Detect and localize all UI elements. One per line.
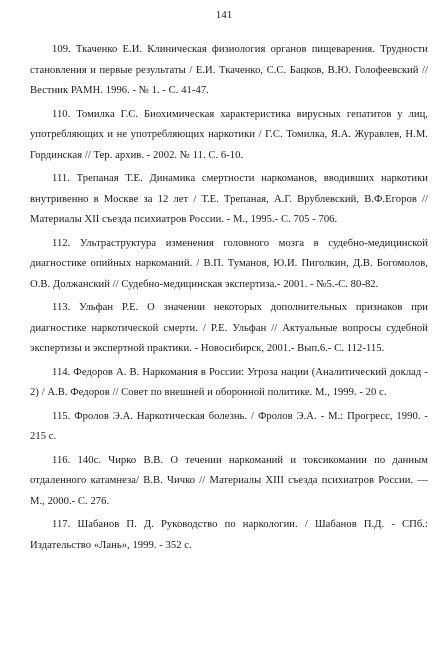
reference-item-112: 112. Ультраструктура изменения головного мозга в судебно-медицинской диагностике опийных наркоманий. / В.П. Туманов, Ю.И. Пиголкин, Д.В. Богомолов, О.В. Должанский // Судебно-медицинская экспертиза.- 2001. - №5.-С. 80-82. [30,237,428,290]
reference-item-114: 114. Федоров А. В. Наркомания в России: Угроза нации (Аналитический доклад - 2) / А.В. Федоров // Совет по внешней и оборонной политике. М., 1999. - 20 с. [30,366,428,398]
reference-item-111: 111. Трепаная Т.Е. Динамика смертности наркоманов, вводивших наркотики внутривенно в Москве за 12 лет / Т.Е. Трепаная, А.Г. Врублевский, В.Ф.Егоров // Материалы XII съезда психиатров России. - М., 1995.- С. 705 - 706. [30,173,428,225]
reference-item-110: 110. Томилка Г.С. Биохимическая характеристика вирусных гепатитов у лиц, употребляющих и не употребляющих наркотики / Г.С. Томилка, Я.А. Журавлев, Н.М. Гординская // Тер. архив. - 2002. № 11. С. 6-10. [30,108,428,161]
page-number: 141 [215,9,233,21]
reference-item-109: 109. Ткаченко Е.И. Клиническая физиология органов пищеварения. Трудности становления и первые результаты / Е.И. Ткаченко, С.С. Бацков, В.Ю. Голофеевский // Вестник РАМН. 1996. - № 1. - С. 41-47. [30,44,428,96]
reference-list [30,40,428,559]
reference-item-113: 113. Ульфан Р.Е. О значении некоторых дополнительных признаков при диагностике наркотической смерти. / Р.Е. Ульфан // Актуальные вопросы судебной экспертизы и экспертной практики. - Новосибирск, 2001.- Вып.6.- С. 112-115. [30,302,428,354]
reference-item-116: 116. 140с. Чирко В.В. О течении наркоманий и токсикомании по данным отдаленного катамнеза/ В.В. Чичко // Материалы XIII съезда психиатров России. — М., 2000.- С. 276. [30,454,428,507]
reference-item-117: 117. Шабанов П. Д. Руководство по наркологии. / Шабанов П.Д. - СПб.: Издательство «Лань», 1999. - 352 с. [30,519,428,551]
reference-item-115: 115. Фролов Э.А. Наркотическая болезнь. / Фролов Э.А. - М.: Прогресс, 1990. - 215 с. [30,410,428,442]
